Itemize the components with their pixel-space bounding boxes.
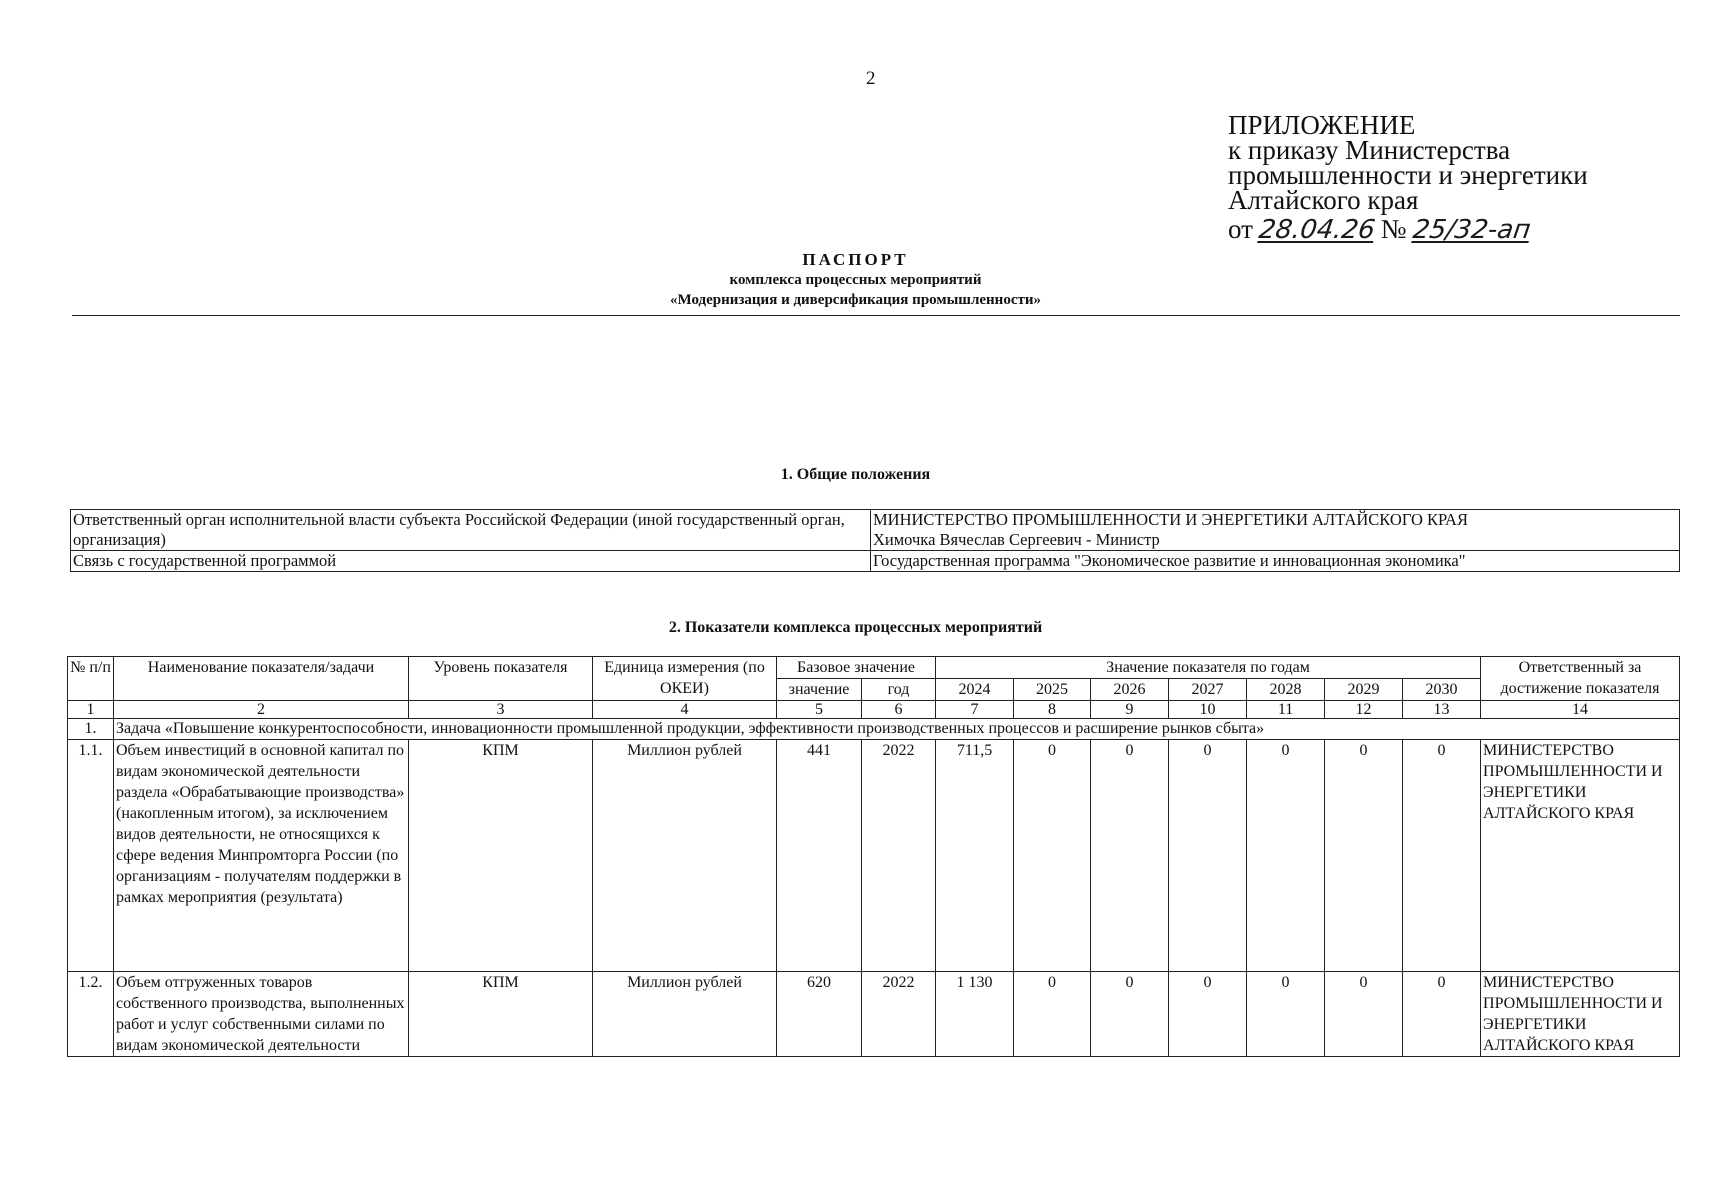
indicator-level: КПМ [409, 972, 593, 1057]
column-number: 12 [1325, 701, 1403, 719]
task-number: 1. [68, 719, 114, 740]
indicator-level: КПМ [409, 740, 593, 972]
indicator-unit: Миллион рублей [593, 972, 777, 1057]
header-cell: Уровень показателя [409, 657, 593, 701]
column-number: 8 [1014, 701, 1091, 719]
year-value: 1 130 [936, 972, 1014, 1057]
appendix-block [1228, 110, 1588, 245]
year-header: 2027 [1169, 679, 1247, 701]
table-row [71, 510, 1680, 551]
base-value: 620 [777, 972, 862, 1057]
year-value: 711,5 [936, 740, 1014, 972]
passport-header [0, 250, 1711, 310]
column-number: 14 [1481, 701, 1680, 719]
indicators-table [67, 656, 1680, 1057]
table-row [68, 740, 1680, 972]
column-number: 5 [777, 701, 862, 719]
column-number: 1 [68, 701, 114, 719]
task-text: Задача «Повышение конкурентоспособности, инновационности промышленной продукции, эффективности производственных процессов и расширение рынков сбыта» [114, 719, 1680, 740]
year-value: 0 [1247, 972, 1325, 1057]
page-number: 2 [866, 68, 876, 89]
year-value: 0 [1091, 740, 1169, 972]
appendix-line: промышленности и энергетики [1228, 160, 1588, 190]
table-cell [871, 510, 1680, 551]
column-number: 13 [1403, 701, 1481, 719]
order-date-number [1228, 214, 1588, 245]
date-prefix: от [1228, 214, 1253, 244]
year-value: 0 [1247, 740, 1325, 972]
general-provisions-table [70, 509, 1680, 572]
row-number: 1.1. [68, 740, 114, 972]
section-title: 1. Общие положения [780, 466, 931, 483]
base-year: 2022 [862, 972, 936, 1057]
year-header: 2028 [1247, 679, 1325, 701]
responsible-cell: МИНИСТЕРСТВО ПРОМЫШЛЕННОСТИ И ЭНЕРГЕТИКИ АЛТАЙСКОГО КРАЯ [1481, 972, 1680, 1057]
indicator-name: Объем инвестиций в основной капитал по видам экономической деятельности раздела «Обрабатывающие производства» (накопленным итогом), за исключением видов деятельности, не относящихся к сфере ведения Минпромторга России (по организациям - получателям поддержки в рамках мероприятия (результата) [114, 740, 409, 972]
column-number: 4 [593, 701, 777, 719]
year-value: 0 [1014, 972, 1091, 1057]
header-row [68, 657, 1680, 679]
year-value: 0 [1169, 740, 1247, 972]
column-number: 11 [1247, 701, 1325, 719]
row-number: 1.2. [68, 972, 114, 1057]
responsible-cell: МИНИСТЕРСТВО ПРОМЫШЛЕННОСТИ И ЭНЕРГЕТИКИ АЛТАЙСКОГО КРАЯ [1481, 740, 1680, 972]
header-cell: № п/п [68, 657, 114, 701]
number-prefix: № [1380, 214, 1407, 244]
header-cell: значение [777, 679, 862, 701]
year-header: 2026 [1091, 679, 1169, 701]
year-header: 2025 [1014, 679, 1091, 701]
table-cell: Государственная программа "Экономическое развитие и инновационная экономика" [871, 551, 1680, 572]
year-value: 0 [1091, 972, 1169, 1057]
responsible-body: МИНИСТЕРСТВО ПРОМЫШЛЕННОСТИ И ЭНЕРГЕТИКИ АЛТАЙСКОГО КРАЯ [873, 510, 1468, 529]
task-row [68, 719, 1680, 740]
column-number: 9 [1091, 701, 1169, 719]
indicator-name: Объем отгруженных товаров собственного производства, выполненных работ и услуг собственными силами по видам экономической деятельности [114, 972, 409, 1057]
column-number-row [68, 701, 1680, 719]
header-cell: год [862, 679, 936, 701]
column-number: 6 [862, 701, 936, 719]
column-number: 7 [936, 701, 1014, 719]
table-row [71, 551, 1680, 572]
table-cell: Связь с государственной программой [71, 551, 871, 572]
handwritten-number: 25/32-ап [1410, 215, 1532, 245]
passport-name: «Модернизация и диверсификация промышленности» [669, 292, 1041, 308]
year-value: 0 [1403, 972, 1481, 1057]
year-header: 2030 [1403, 679, 1481, 701]
column-number: 3 [409, 701, 593, 719]
appendix-line: Алтайского края [1228, 185, 1419, 215]
year-value: 0 [1014, 740, 1091, 972]
header-cell: Значение показателя по годам [936, 657, 1481, 679]
year-header: 2024 [936, 679, 1014, 701]
year-header: 2029 [1325, 679, 1403, 701]
header-cell: Единица измерения (по ОКЕИ) [593, 657, 777, 701]
year-value: 0 [1325, 740, 1403, 972]
base-value: 441 [777, 740, 862, 972]
year-value: 0 [1325, 972, 1403, 1057]
column-number: 2 [114, 701, 409, 719]
table-cell: Ответственный орган исполнительной власти субъекта Российской Федерации (иной государственный орган, организация) [71, 510, 871, 551]
responsible-person: Химочка Вячеслав Сергеевич - Министр [873, 530, 1160, 549]
passport-subtitle: комплекса процессных мероприятий [729, 272, 982, 288]
base-year: 2022 [862, 740, 936, 972]
column-number: 10 [1169, 701, 1247, 719]
header-cell: Базовое значение [777, 657, 936, 679]
indicator-unit: Миллион рублей [593, 740, 777, 972]
handwritten-date: 28.04.26 [1256, 215, 1377, 245]
year-value: 0 [1169, 972, 1247, 1057]
year-value: 0 [1403, 740, 1481, 972]
section-title: 2. Показатели комплекса процессных мероприятий [668, 619, 1043, 636]
divider [72, 315, 1680, 316]
appendix-title: ПРИЛОЖЕНИЕ [1228, 110, 1416, 140]
passport-title: ПАСПОРТ [802, 250, 909, 269]
table-row [68, 972, 1680, 1057]
appendix-line: к приказу Министерства [1228, 135, 1511, 165]
header-cell: Ответственный за достижение показателя [1481, 657, 1680, 701]
header-cell: Наименование показателя/задачи [114, 657, 409, 701]
